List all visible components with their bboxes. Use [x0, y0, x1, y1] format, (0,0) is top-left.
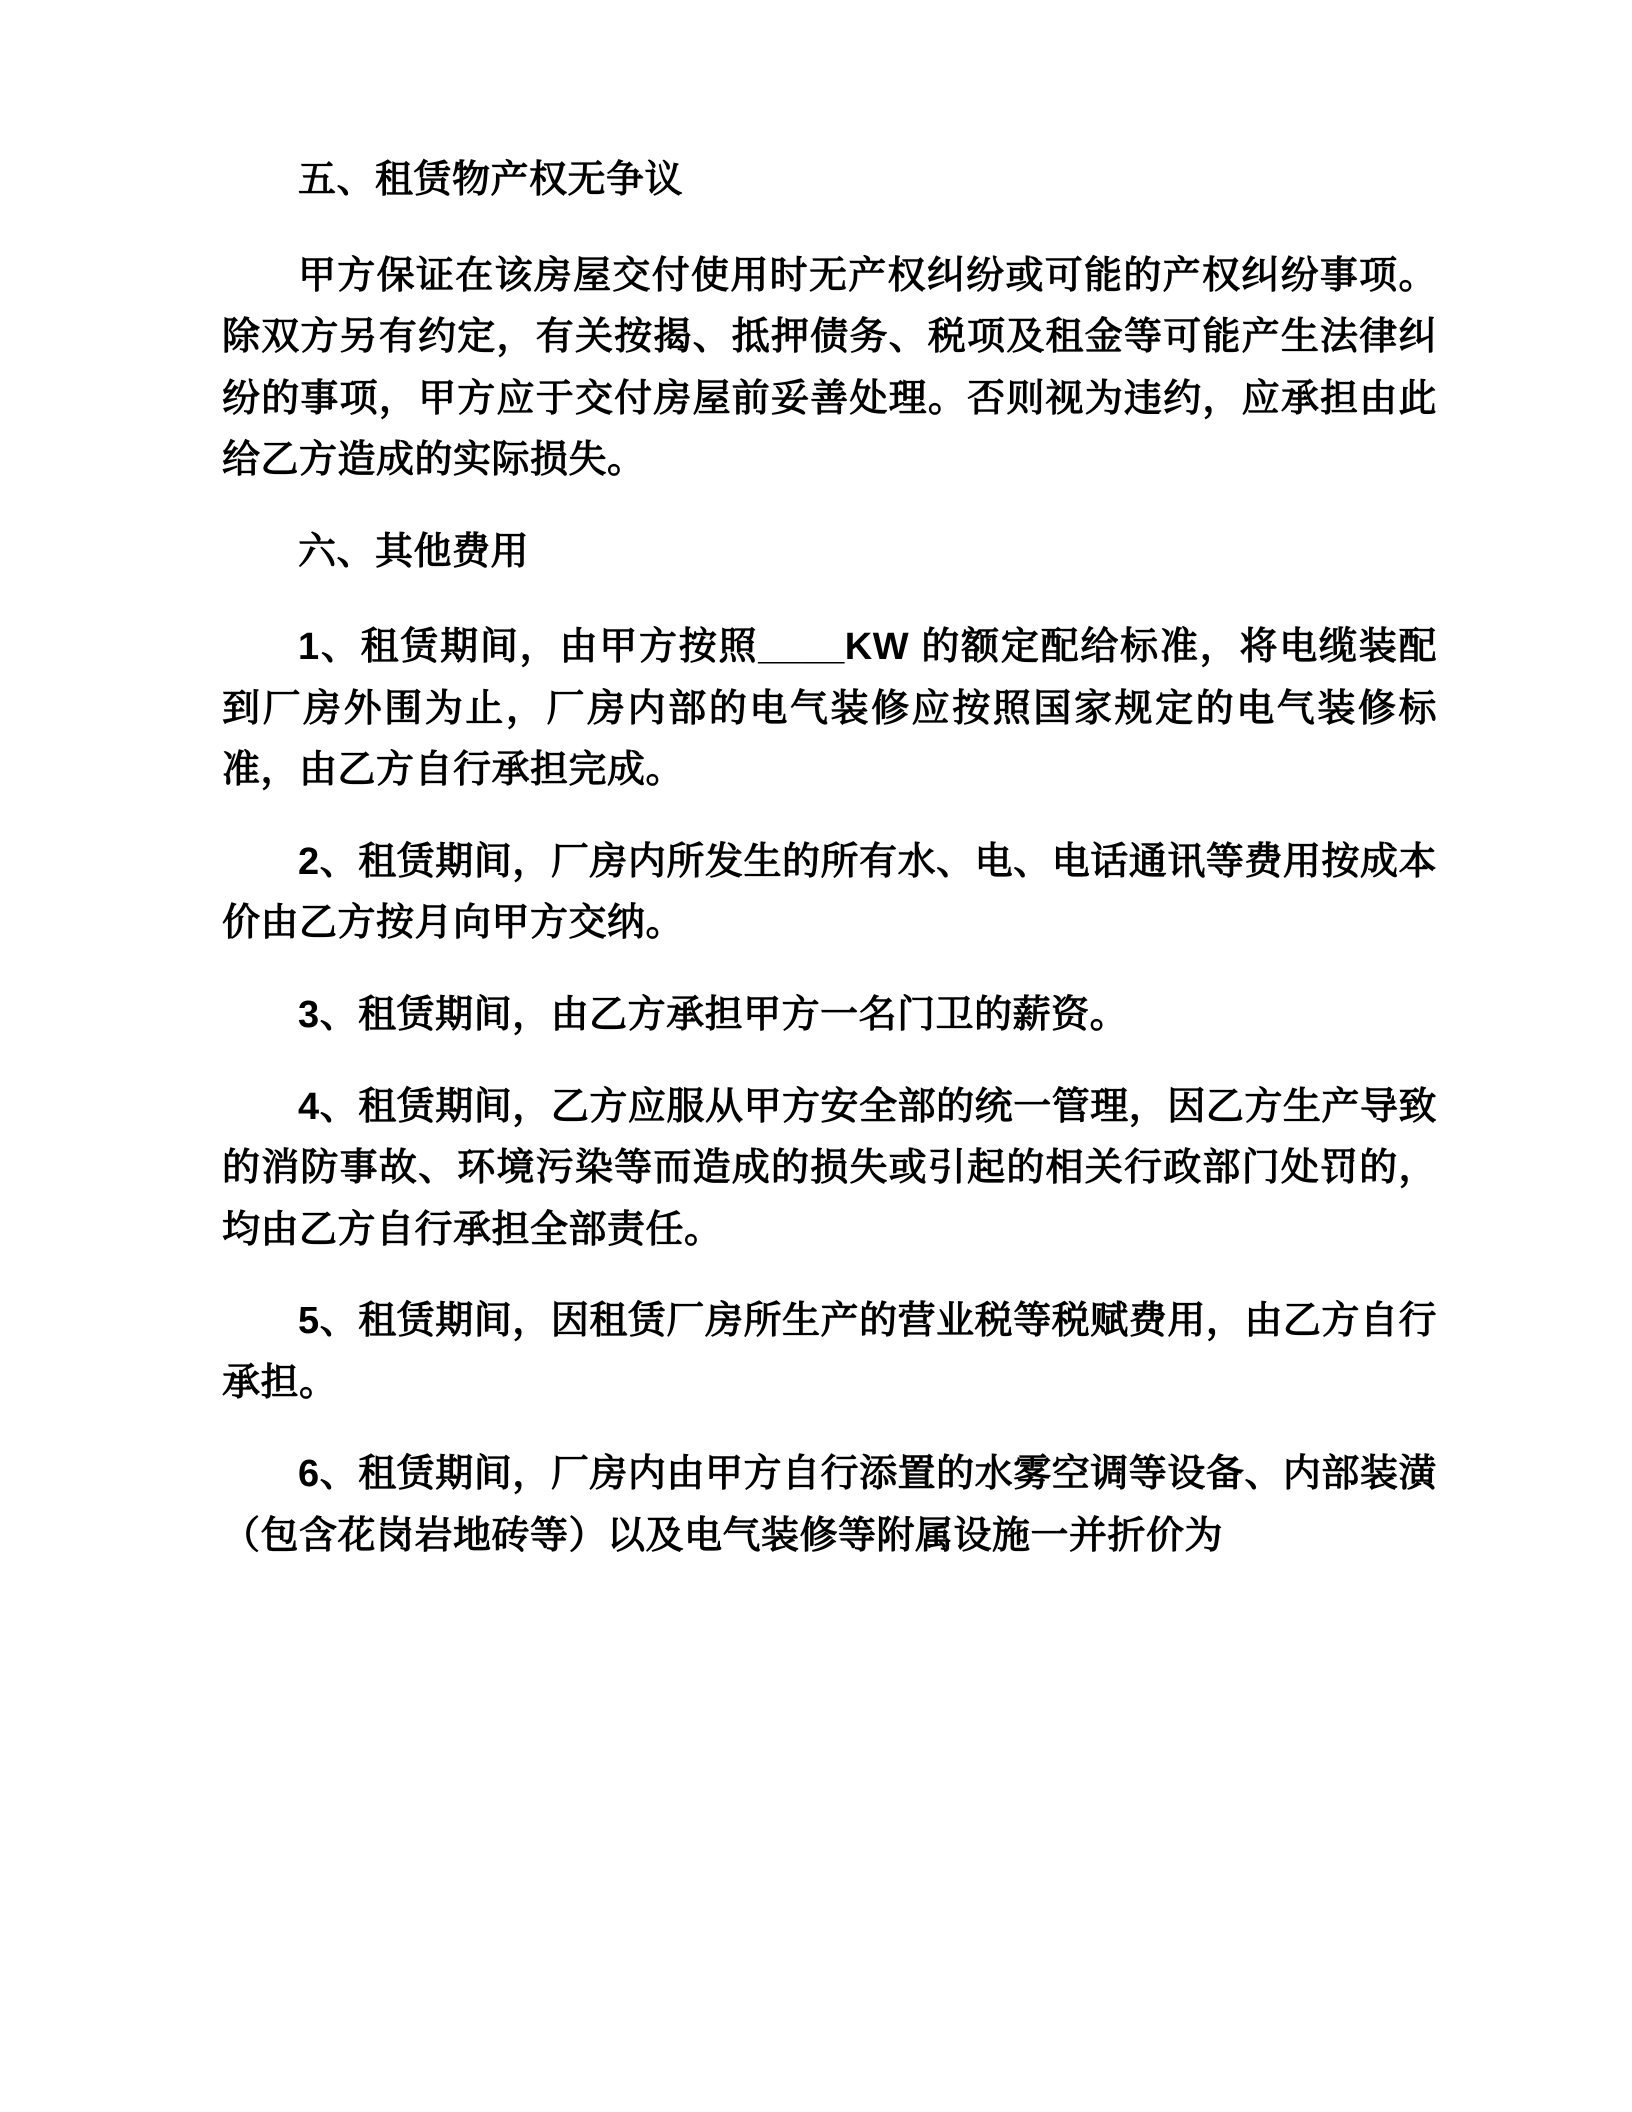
section-six-item-4: 4、租赁期间，乙方应服从甲方安全部的统一管理，因乙方生产导致的消防事故、环境污染等而造成的损失或引起的相关行政部门处罚的，均由乙方自行承担全部责任。 — [222, 1085, 1437, 1251]
section-six-item-5: 5、租赁期间，因租赁厂房所生产的营业税等税赋费用，由乙方自行承担。 — [222, 1300, 1437, 1404]
section-heading-five: 五、租赁物产权无争议 — [298, 159, 684, 201]
section-five-paragraph: 甲方保证在该房屋交付使用时无产权纠纷或可能的产权纠纷事项。除双方另有约定，有关按揭、抵押债务、税项及租金等可能产生法律纠纷的事项，甲方应于交付房屋前妥善处理。否则视为违约，应承担由此给乙方造成的实际损失。 — [222, 254, 1437, 482]
section-heading-six: 六、其他费用 — [298, 530, 530, 573]
section-six-item-6: 6、租赁期间，厂房内由甲方自行添置的水雾空调等设备、内部装潢（包含花岗岩地砖等）以及电气装修等附属设施一并折价为 — [222, 1453, 1437, 1557]
section-six-item-2: 2、租赁期间，厂房内所发生的所有水、电、电话通讯等费用按成本价由乙方按月向甲方交纳。 — [222, 840, 1437, 945]
section-six-item-3: 3、租赁期间，由乙方承担甲方一名门卫的薪资。 — [298, 994, 1129, 1037]
document-body — [222, 150, 1437, 1567]
section-six-item-1: 1、租赁期间，由甲方按照____KW 的额定配给标准，将电缆装配到厂房外围为止，厂房内部的电气装修应按照国家规定的电气装修标准，由乙方自行承担完成。 — [222, 626, 1437, 792]
